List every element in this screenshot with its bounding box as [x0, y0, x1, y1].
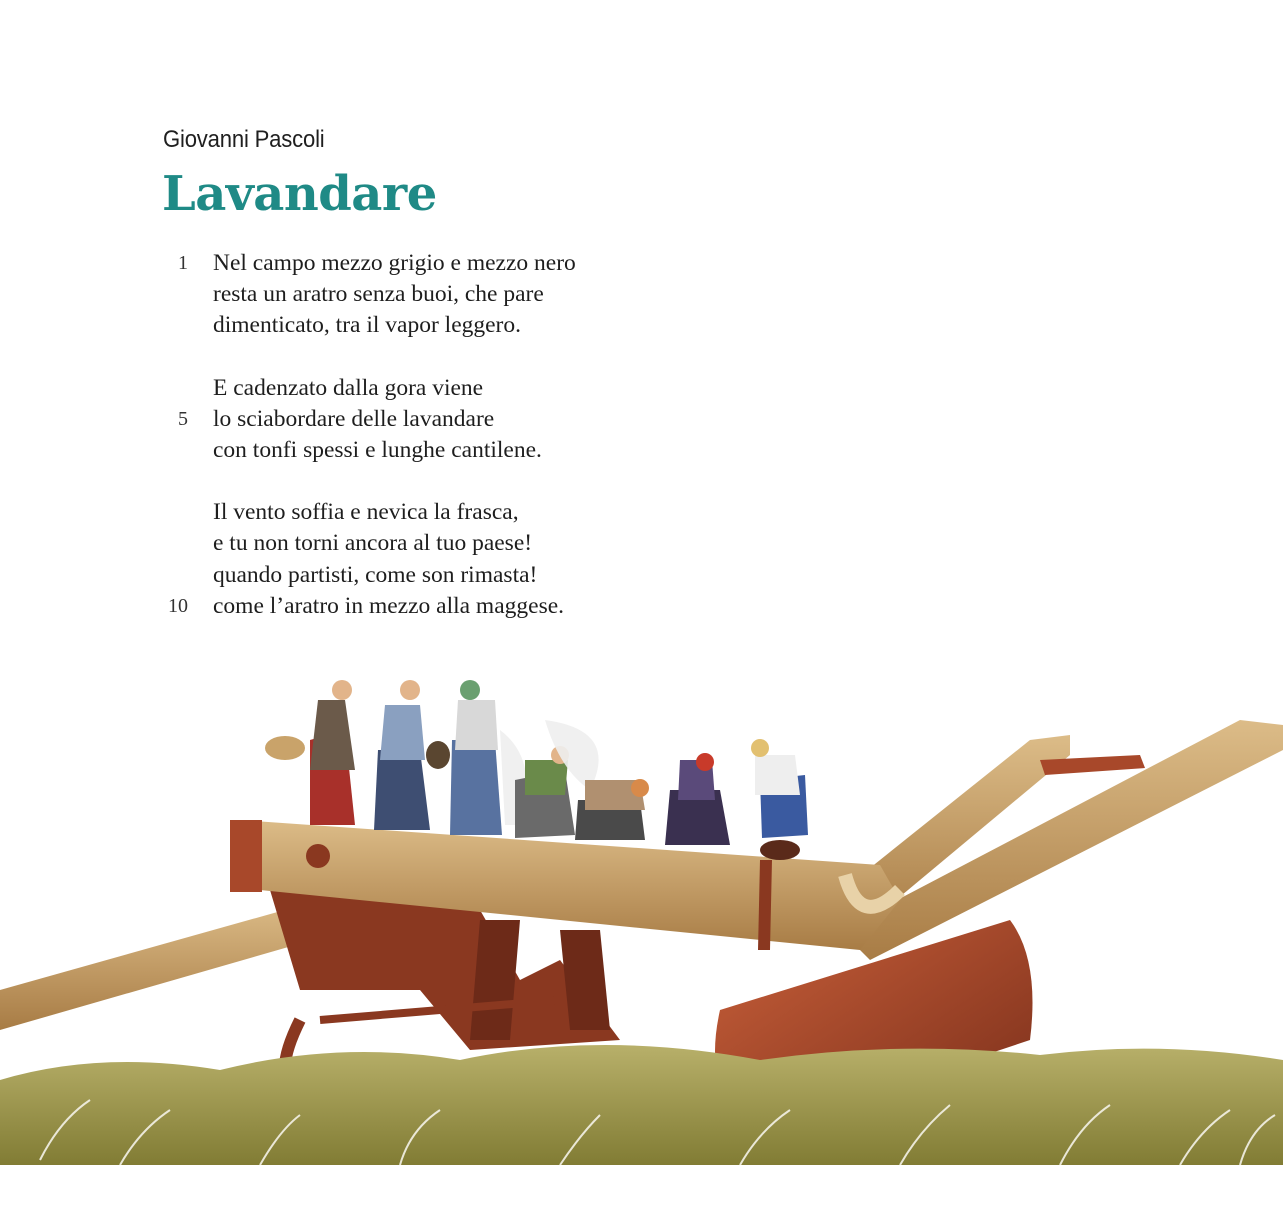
grass-field	[0, 1045, 1283, 1170]
line-text: E cadenzato dalla gora viene	[213, 374, 484, 401]
plough-illustration	[0, 660, 1283, 1180]
line-text: con tonfi spessi e lunghe cantilene.	[213, 436, 542, 463]
woman-7	[751, 739, 808, 860]
line-number: 5	[178, 407, 188, 430]
line-text: quando partisti, come son rimasta!	[213, 561, 538, 588]
line-number: 10	[168, 594, 188, 617]
line-text: resta un aratro senza buoi, che pare	[213, 281, 544, 308]
line-text: e tu non torni ancora al tuo paese!	[213, 530, 533, 557]
woman-6	[665, 753, 730, 845]
line-text: Il vento soffia e nevica la frasca,	[213, 499, 519, 526]
woman-5	[575, 779, 649, 840]
line-text: Nel campo mezzo grigio e mezzo nero	[213, 250, 576, 276]
poem-title: Lavandare	[162, 166, 437, 222]
line-text: come l’aratro in mezzo alla maggese.	[213, 592, 565, 619]
woman-1	[265, 680, 355, 825]
line-text: dimenticato, tra il vapor leggero.	[213, 312, 522, 339]
line-text: lo sciabordare delle lavandare	[213, 405, 495, 432]
woman-2	[374, 680, 450, 830]
line-number: 1	[178, 252, 188, 274]
author-name: Giovanni Pascoli	[163, 126, 325, 153]
